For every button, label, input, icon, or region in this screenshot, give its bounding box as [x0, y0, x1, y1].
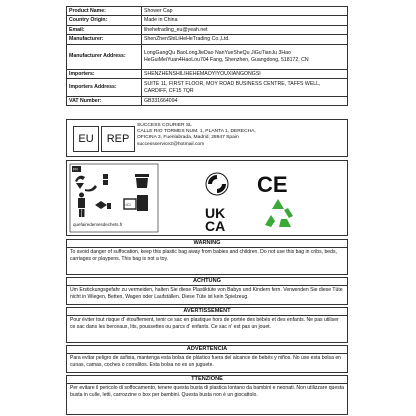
info-value: ShenZhenShiLiHeHeTrading Co.,Ltd. [142, 35, 348, 44]
info-value: GB331664094 [142, 97, 348, 106]
info-key: Manufacturer: [67, 35, 142, 44]
warning-block [66, 307, 348, 343]
triman-logo [70, 164, 158, 232]
warning-title: TTENZIONE [67, 376, 347, 384]
info-row [67, 16, 348, 25]
warning-text: Pour éviter tout risque d' étouffement, tenir ce sac en plastique hors de portée des bébés et des enfants. Ne pas utiliser ce sac dans les berceaux, lits, poussettes ou parcs d' enfants. Ce sac n' est pas un jouet. [70, 317, 339, 330]
info-value: SHENZHENSHILIHEHEMAOYIYOUXIANGONGSI [142, 69, 348, 78]
warning-title: WARNING [67, 240, 347, 248]
ukca-bottom-text: CA [205, 218, 226, 234]
green-dot-icon [206, 173, 228, 195]
eu-rep-line: OFICINA 3, Fuenlabrada, Madrid, 28947 Spain [137, 135, 239, 141]
info-row [67, 7, 348, 16]
info-row [67, 25, 348, 34]
warning-text: Para evitar peligro de asfixia, mantenga esta bolsa de plástico fuera del alcance de bebés y niños. No use esta bolsa en cunas, camas, coches o corralitos. Esta bolsa no es un juguete. [70, 355, 341, 368]
info-key: Product Name: [67, 7, 142, 16]
info-key: Country Origin: [67, 16, 142, 25]
warning-block [66, 239, 348, 275]
info-row [67, 79, 348, 97]
warning-block [66, 345, 348, 373]
rep-box: REP [101, 126, 135, 152]
ce-mark-icon [257, 172, 288, 197]
info-row [67, 44, 348, 69]
info-value: SUITE 11, FIRST FLOOR, MOY ROAD BUSINESS CENTRE, TAFFS WELL, CARDIFF, CF15 7QR [142, 79, 348, 97]
warning-block [66, 277, 348, 305]
recycle-icon [265, 199, 293, 227]
svg-text:FR: FR [73, 167, 78, 172]
ce-mark-text: CE [257, 172, 288, 197]
svg-text:ICI: ICI [125, 202, 131, 207]
warning-title: AVERTISSEMENT [67, 308, 347, 316]
warning-text: To avoid danger of suffocation, keep this plastic bag away from babies and children. Do not use this bag in cribs, beds, carriages or playpens. This bag is not a toy. [70, 249, 337, 262]
info-value: LongGangQu BaoLongJieDao NanYueSheQu JiGuTianJu 3Hao HeGuiMeiYuan4HaoLou704 Fang, Shenzhen, Guangdong, 518172, CN [142, 44, 348, 69]
info-row [67, 69, 348, 78]
info-key: Email: [67, 25, 142, 34]
ukca-top-text: UK [205, 205, 226, 221]
warning-title: ADVERTENCIA [67, 346, 347, 354]
ukca-mark-icon [205, 205, 225, 234]
info-key: VAT Number: [67, 97, 142, 106]
marks-graphic [67, 161, 347, 235]
info-row [67, 35, 348, 44]
info-value: lihehetrading_eu@yeah.net [142, 25, 348, 34]
eu-rep-line: SUCCESS COURIER SL [137, 123, 192, 128]
info-key: Importers Address: [67, 79, 142, 97]
info-row [67, 97, 348, 106]
eu-rep-section [66, 119, 348, 157]
warning-text: Um Erstickungsgefahr zu vermeiden, halten Sie diese Plastiktüte von Babys und Kindern fern. Verwenden Sie diese Tüte nicht in Wiegen, Betten, Wagen oder Laufställen. Diese Tüte ist kein Spielzeug. [70, 287, 343, 300]
warning-text: Per evitare il pericolo di soffocamento, tenere questa busta di plastica lontano da bambini e neonati. Non utilizzare questa busta in culle, letti, carrozzine o box per bambini. Questa busta non è un giocattolo. [70, 385, 345, 398]
warning-title: ACHTUNG [67, 278, 347, 286]
warning-block [66, 375, 348, 415]
product-info-table [66, 6, 348, 106]
compliance-marks [66, 160, 348, 236]
eu-box: EU [73, 126, 99, 152]
info-key: Manufacturer Address: [67, 44, 142, 69]
eu-rep-address [137, 123, 343, 148]
info-value: Made in China [142, 16, 348, 25]
triman-site: quefairedemesdechets.fr [73, 222, 123, 227]
eu-rep-line: successservice2@hotmail.com [137, 141, 205, 147]
info-value: Shower Cap [142, 7, 348, 16]
eu-rep-line: CALLE RIO TORMES NUM. 1, PLANTA 1, DERECHA, [137, 129, 256, 135]
info-key: Importers: [67, 69, 142, 78]
